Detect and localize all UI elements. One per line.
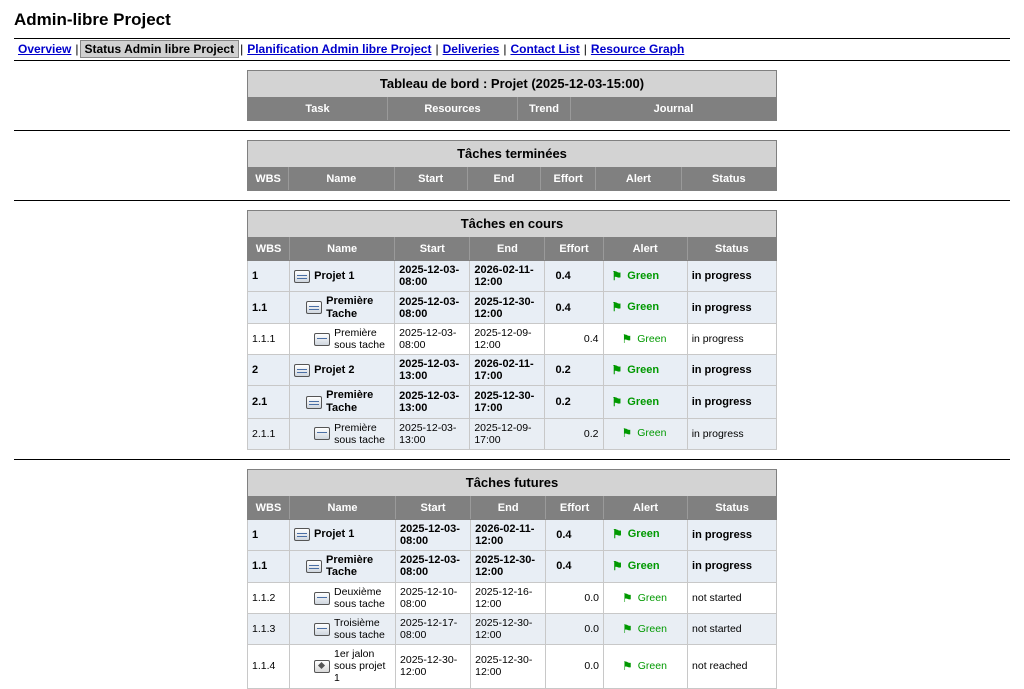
report-page bbox=[0, 10, 1024, 689]
date-date: 2025-12-03- bbox=[399, 358, 460, 371]
flag-icon: ⚑ bbox=[621, 331, 633, 346]
date-time: 08:00 bbox=[400, 566, 429, 579]
date-time: 12:00 bbox=[400, 666, 427, 679]
date-date: 2026-02-11- bbox=[474, 358, 534, 371]
dashboard-table-wrap bbox=[0, 61, 1024, 121]
future-cell-effort: 0.0 bbox=[546, 614, 604, 645]
date-time: 13:00 bbox=[399, 433, 426, 446]
date-time: 08:00 bbox=[400, 598, 427, 611]
group-task-icon bbox=[294, 528, 310, 541]
nav-separator: | bbox=[75, 42, 79, 56]
task-name-label: Projet 1 bbox=[314, 269, 355, 282]
in-progress-col-alert: Alert bbox=[603, 238, 687, 261]
future-cell-effort: 0.0 bbox=[546, 645, 604, 688]
in-progress-cell-end bbox=[470, 386, 545, 418]
completed-col-alert: Alert bbox=[596, 168, 681, 191]
flag-icon: ⚑ bbox=[611, 558, 623, 573]
task-name-cell bbox=[294, 270, 390, 283]
in-progress-cell-end bbox=[470, 261, 545, 292]
table-row[interactable] bbox=[248, 261, 777, 292]
in-progress-col-effort: Effort bbox=[545, 238, 603, 261]
in-progress-cell-status: in progress bbox=[687, 292, 776, 324]
task-icon bbox=[314, 592, 330, 605]
milestone-icon bbox=[314, 660, 330, 673]
future-cell-wbs: 1.1.2 bbox=[248, 583, 290, 614]
date-date: 2025-12-03- bbox=[399, 264, 460, 276]
future-body bbox=[248, 519, 777, 688]
date-date: 2026-02-11- bbox=[475, 522, 535, 535]
alert-status bbox=[608, 592, 667, 604]
in-progress-cell-name bbox=[290, 418, 395, 449]
group-task-icon bbox=[294, 364, 310, 377]
future-col-start: Start bbox=[396, 496, 471, 519]
task-name-cell bbox=[294, 327, 390, 351]
date-date: 2025-12-03- bbox=[399, 327, 457, 340]
in-progress-table bbox=[247, 237, 777, 450]
in-progress-cell-effort: 0.4 bbox=[545, 292, 603, 324]
future-cell-start bbox=[396, 550, 471, 582]
in-progress-cell-name bbox=[290, 386, 395, 418]
date-date: 2025-12-03- bbox=[400, 522, 460, 535]
in-progress-col-wbs: WBS bbox=[248, 238, 290, 261]
date-date: 2025-12-09- bbox=[474, 421, 532, 434]
task-icon bbox=[314, 427, 330, 440]
alert-status bbox=[608, 301, 660, 313]
nav-separator: | bbox=[240, 42, 244, 56]
group-task-icon bbox=[306, 396, 322, 409]
in-progress-cell-alert bbox=[603, 355, 687, 386]
flag-icon: ⚑ bbox=[621, 590, 633, 605]
future-table-wrap bbox=[0, 460, 1024, 689]
date-date: 2025-12-09- bbox=[474, 327, 532, 340]
alert-label: Green bbox=[627, 528, 660, 541]
task-name-cell bbox=[294, 528, 391, 541]
nav-items-container bbox=[14, 42, 1010, 56]
date-time: 08:00 bbox=[399, 276, 428, 288]
table-row[interactable] bbox=[248, 550, 777, 582]
in-progress-cell-alert bbox=[603, 386, 687, 418]
date-date: 2025-12-30- bbox=[475, 554, 536, 567]
date-date: 2025-12-03- bbox=[399, 390, 460, 403]
date-date: 2026-02-11- bbox=[474, 264, 534, 276]
in-progress-cell-effort: 0.4 bbox=[545, 324, 603, 355]
flag-icon: ⚑ bbox=[611, 300, 623, 315]
future-cell-wbs: 1 bbox=[248, 519, 290, 550]
alert-label: Green bbox=[627, 559, 660, 572]
alert-status bbox=[608, 396, 660, 408]
task-name-label: Première Tache bbox=[326, 553, 374, 579]
completed-header-row bbox=[248, 168, 777, 191]
in-progress-table-wrap bbox=[0, 201, 1024, 450]
in-progress-cell-alert bbox=[603, 261, 687, 292]
future-cell-wbs: 1.1.3 bbox=[248, 614, 290, 645]
alert-status bbox=[608, 623, 667, 635]
group-task-icon bbox=[306, 301, 322, 314]
in-progress-cell-start bbox=[395, 292, 470, 324]
task-icon bbox=[314, 623, 330, 636]
future-tasks-section bbox=[0, 460, 1024, 689]
alert-status bbox=[608, 364, 660, 376]
future-col-name: Name bbox=[290, 496, 396, 519]
date-date: 2025-12-10- bbox=[400, 586, 458, 599]
table-row[interactable] bbox=[248, 386, 777, 418]
date-date: 2025-12-30- bbox=[475, 617, 533, 630]
alert-status bbox=[608, 427, 667, 439]
completed-table-wrap bbox=[0, 131, 1024, 191]
date-time: 08:00 bbox=[399, 339, 426, 352]
flag-icon: ⚑ bbox=[621, 426, 633, 441]
alert-status bbox=[608, 560, 660, 572]
in-progress-cell-start bbox=[395, 355, 470, 386]
in-progress-cell-start bbox=[395, 418, 470, 449]
in-progress-cell-end bbox=[470, 324, 545, 355]
task-name-cell bbox=[294, 554, 391, 579]
future-cell-name bbox=[290, 519, 396, 550]
in-progress-cell-wbs: 2.1 bbox=[248, 386, 290, 418]
completed-tasks-section bbox=[0, 131, 1024, 191]
date-time: 12:00 bbox=[475, 534, 504, 547]
in-progress-body bbox=[248, 261, 777, 450]
in-progress-header-row bbox=[248, 238, 777, 261]
in-progress-cell-wbs: 2 bbox=[248, 355, 290, 386]
future-cell-wbs: 1.1.4 bbox=[248, 645, 290, 688]
completed-col-name: Name bbox=[289, 168, 394, 191]
date-date: 2025-12-03- bbox=[399, 295, 460, 308]
task-name-label: Projet 2 bbox=[314, 364, 355, 377]
task-name-cell bbox=[294, 586, 391, 610]
date-time: 13:00 bbox=[399, 402, 428, 415]
in-progress-cell-end bbox=[470, 418, 545, 449]
table-row[interactable] bbox=[248, 418, 777, 449]
nav-item-status-admin-libre-project[interactable]: Status Admin libre Project bbox=[80, 40, 240, 58]
flag-icon: ⚑ bbox=[611, 362, 623, 377]
in-progress-cell-effort: 0.2 bbox=[545, 418, 603, 449]
nav-separator: | bbox=[583, 42, 587, 56]
task-name-label: Première sous tache bbox=[334, 327, 385, 352]
dashboard-table bbox=[247, 97, 777, 121]
future-cell-start bbox=[396, 519, 471, 550]
future-cell-start bbox=[396, 614, 471, 645]
future-cell-status: not started bbox=[688, 583, 777, 614]
task-name-cell bbox=[294, 422, 390, 446]
in-progress-cell-status: in progress bbox=[687, 324, 776, 355]
alert-label: Green bbox=[637, 332, 667, 345]
future-cell-end bbox=[471, 550, 546, 582]
in-progress-col-name: Name bbox=[290, 238, 395, 261]
page-title: Admin-libre Project bbox=[14, 10, 171, 29]
future-col-wbs: WBS bbox=[248, 496, 290, 519]
in-progress-cell-name bbox=[290, 324, 395, 355]
date-time: 08:00 bbox=[399, 307, 428, 320]
in-progress-cell-status: in progress bbox=[687, 418, 776, 449]
future-col-effort: Effort bbox=[546, 496, 604, 519]
table-row[interactable] bbox=[248, 292, 777, 324]
table-row[interactable] bbox=[248, 614, 777, 645]
alert-status bbox=[608, 333, 667, 345]
in-progress-col-status: Status bbox=[687, 238, 776, 261]
group-task-icon bbox=[294, 270, 310, 283]
flag-icon: ⚑ bbox=[611, 394, 623, 409]
table-row[interactable] bbox=[248, 519, 777, 550]
in-progress-cell-start bbox=[395, 324, 470, 355]
nav-separator: | bbox=[435, 42, 439, 56]
date-time: 17:00 bbox=[474, 402, 503, 415]
future-cell-status: in progress bbox=[688, 519, 777, 550]
task-name-label: Deuxième sous tache bbox=[334, 586, 385, 611]
future-cell-end bbox=[471, 583, 546, 614]
task-icon bbox=[314, 333, 330, 346]
in-progress-cell-effort: 0.2 bbox=[545, 386, 603, 418]
in-progress-cell-name bbox=[290, 355, 395, 386]
nav-item-deliveries[interactable]: Deliveries bbox=[442, 42, 500, 56]
future-cell-alert bbox=[603, 519, 687, 550]
in-progress-cell-wbs: 1 bbox=[248, 261, 290, 292]
task-name-label: Première Tache bbox=[326, 389, 374, 415]
task-name-cell bbox=[294, 617, 391, 641]
date-date: 2025-12-03- bbox=[400, 554, 460, 567]
in-progress-cell-end bbox=[470, 292, 545, 324]
task-name-cell bbox=[294, 295, 390, 320]
future-cell-wbs: 1.1 bbox=[248, 550, 290, 582]
task-name-label: Troisième sous tache bbox=[334, 617, 385, 642]
completed-col-end: End bbox=[467, 168, 540, 191]
in-progress-title: Tâches en cours bbox=[247, 210, 777, 237]
date-time: 08:00 bbox=[400, 534, 429, 547]
future-cell-name bbox=[290, 550, 396, 582]
date-time: 12:00 bbox=[475, 629, 502, 642]
nav-item-overview[interactable]: Overview bbox=[18, 42, 72, 56]
future-cell-status: not reached bbox=[688, 645, 777, 688]
date-time: 12:00 bbox=[474, 339, 501, 352]
alert-label: Green bbox=[637, 659, 667, 672]
in-progress-cell-effort: 0.4 bbox=[545, 261, 603, 292]
dashboard-header-row bbox=[248, 98, 777, 121]
future-cell-end bbox=[471, 645, 546, 688]
completed-title: Tâches terminées bbox=[247, 140, 777, 167]
future-title: Tâches futures bbox=[247, 469, 777, 496]
in-progress-cell-status: in progress bbox=[687, 386, 776, 418]
nav-item-contact-list[interactable]: Contact List bbox=[510, 42, 580, 56]
in-progress-col-end: End bbox=[470, 238, 545, 261]
alert-label: Green bbox=[627, 395, 660, 408]
future-cell-status: not started bbox=[688, 614, 777, 645]
task-name-cell bbox=[294, 364, 390, 377]
completed-table bbox=[247, 167, 777, 191]
future-col-status: Status bbox=[688, 496, 777, 519]
dashboard-col-resources: Resources bbox=[388, 98, 518, 121]
dashboard-col-trend: Trend bbox=[518, 98, 571, 121]
future-cell-name bbox=[290, 645, 396, 688]
future-cell-effort: 0.4 bbox=[546, 519, 604, 550]
completed-col-start: Start bbox=[394, 168, 467, 191]
in-progress-cell-alert bbox=[603, 324, 687, 355]
future-cell-status: in progress bbox=[688, 550, 777, 582]
in-progress-cell-start bbox=[395, 261, 470, 292]
date-date: 2025-12-16- bbox=[475, 586, 533, 599]
in-progress-cell-alert bbox=[603, 292, 687, 324]
future-cell-alert bbox=[603, 645, 687, 688]
group-task-icon bbox=[306, 560, 322, 573]
task-name-label: Première sous tache bbox=[334, 421, 385, 446]
alert-status bbox=[608, 270, 660, 282]
in-progress-cell-name bbox=[290, 292, 395, 324]
future-cell-name bbox=[290, 614, 396, 645]
alert-status bbox=[608, 528, 660, 540]
date-date: 2025-12-30- bbox=[474, 295, 535, 308]
flag-icon: ⚑ bbox=[621, 658, 633, 673]
future-cell-end bbox=[471, 614, 546, 645]
alert-label: Green bbox=[627, 301, 660, 314]
nav-item-planification-admin-libre-project[interactable]: Planification Admin libre Project bbox=[247, 42, 432, 56]
table-row[interactable] bbox=[248, 355, 777, 386]
date-time: 08:00 bbox=[400, 629, 427, 642]
completed-col-wbs: WBS bbox=[248, 168, 289, 191]
alert-label: Green bbox=[637, 622, 667, 635]
future-cell-effort: 0.4 bbox=[546, 550, 604, 582]
table-row[interactable] bbox=[248, 583, 777, 614]
date-time: 13:00 bbox=[399, 370, 428, 383]
in-progress-cell-status: in progress bbox=[687, 355, 776, 386]
in-progress-cell-end bbox=[470, 355, 545, 386]
dashboard-section bbox=[0, 61, 1024, 121]
alert-label: Green bbox=[637, 591, 667, 604]
task-name-label: Première Tache bbox=[326, 295, 374, 320]
nav-separator: | bbox=[503, 42, 507, 56]
in-progress-cell-name bbox=[290, 261, 395, 292]
task-name-label: Projet 1 bbox=[314, 528, 355, 541]
date-time: 17:00 bbox=[474, 433, 501, 446]
task-name-label: 1er jalon sous projet 1 bbox=[334, 648, 386, 685]
date-time: 12:00 bbox=[474, 307, 503, 320]
completed-col-effort: Effort bbox=[541, 168, 596, 191]
in-progress-cell-start bbox=[395, 386, 470, 418]
date-time: 12:00 bbox=[474, 276, 503, 288]
date-time: 12:00 bbox=[475, 566, 504, 579]
future-cell-start bbox=[396, 645, 471, 688]
date-time: 12:00 bbox=[475, 598, 502, 611]
future-cell-end bbox=[471, 519, 546, 550]
flag-icon: ⚑ bbox=[611, 268, 623, 283]
future-cell-effort: 0.0 bbox=[546, 583, 604, 614]
in-progress-cell-wbs: 1.1.1 bbox=[248, 324, 290, 355]
alert-status bbox=[608, 660, 667, 672]
alert-label: Green bbox=[627, 269, 660, 282]
dashboard-col-task: Task bbox=[248, 98, 388, 121]
future-col-alert: Alert bbox=[603, 496, 687, 519]
in-progress-cell-status: in progress bbox=[687, 261, 776, 292]
future-cell-alert bbox=[603, 583, 687, 614]
flag-icon: ⚑ bbox=[621, 621, 633, 636]
alert-label: Green bbox=[637, 427, 667, 440]
nav-item-resource-graph[interactable]: Resource Graph bbox=[590, 42, 685, 56]
future-cell-alert bbox=[603, 614, 687, 645]
date-date: 2025-12-30- bbox=[475, 654, 533, 667]
completed-col-status: Status bbox=[681, 168, 776, 191]
date-date: 2025-12-03- bbox=[399, 421, 457, 434]
future-cell-start bbox=[396, 583, 471, 614]
main-navigation bbox=[14, 38, 1010, 61]
dashboard-title: Tableau de bord : Projet (2025-12-03-15:00) bbox=[247, 70, 777, 97]
date-date: 2025-12-30- bbox=[400, 654, 458, 667]
date-date: 2025-12-17- bbox=[400, 617, 458, 630]
future-col-end: End bbox=[471, 496, 546, 519]
task-name-cell bbox=[294, 389, 390, 414]
in-progress-cell-wbs: 2.1.1 bbox=[248, 418, 290, 449]
future-cell-alert bbox=[603, 550, 687, 582]
flag-icon: ⚑ bbox=[611, 527, 623, 542]
alert-label: Green bbox=[627, 363, 660, 376]
date-time: 12:00 bbox=[475, 666, 502, 679]
in-progress-cell-wbs: 1.1 bbox=[248, 292, 290, 324]
table-row[interactable] bbox=[248, 645, 777, 688]
in-progress-cell-alert bbox=[603, 418, 687, 449]
future-cell-name bbox=[290, 583, 396, 614]
in-progress-cell-effort: 0.2 bbox=[545, 355, 603, 386]
in-progress-col-start: Start bbox=[395, 238, 470, 261]
date-time: 17:00 bbox=[474, 370, 503, 383]
date-date: 2025-12-30- bbox=[474, 390, 535, 403]
dashboard-col-journal: Journal bbox=[571, 98, 777, 121]
future-table bbox=[247, 496, 777, 689]
task-name-cell bbox=[294, 648, 391, 684]
table-row[interactable] bbox=[248, 324, 777, 355]
in-progress-tasks-section bbox=[0, 201, 1024, 450]
future-header-row bbox=[248, 496, 777, 519]
